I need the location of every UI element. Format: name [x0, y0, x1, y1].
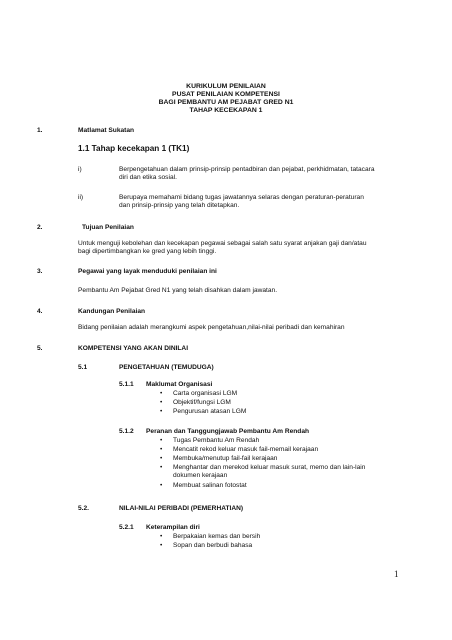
section-4-line-1: Bidang penilaian adalah merangkumi aspek pengetahuan,nilai-nilai peribadi dan kemahiran — [78, 324, 345, 331]
page-number: 1 — [394, 569, 399, 579]
section-2-line-2: bagi dipertimbangkan ke gred yang lebih tinggi. — [78, 248, 217, 255]
section-5-2-1-title: Keterampilan diri — [146, 524, 200, 531]
section-5-1-2-title: Peranan dan Tanggungjawab Pembantu Am Rendah — [146, 428, 310, 435]
bullet-icon: • — [160, 408, 163, 415]
bullet-icon: • — [160, 437, 163, 444]
section-5-title: KOMPETENSI YANG AKAN DINILAI — [78, 345, 189, 352]
item-i-line-2: diri dan etika sosial. — [119, 174, 177, 181]
section-2-number: 2. — [37, 224, 43, 231]
bullet-icon: • — [160, 446, 163, 453]
list-item: Pengurusan atasan LGM — [173, 408, 247, 415]
item-ii-marker: ii) — [78, 194, 84, 201]
list-item: Tugas Pembantu Am Rendah — [173, 437, 260, 444]
section-1-title: Matlamat Sukatan — [78, 127, 135, 134]
bullet-icon: • — [160, 455, 163, 462]
item-i-marker: i) — [78, 166, 82, 173]
section-5-1-2-number: 5.1.2 — [119, 428, 134, 435]
section-5-1-1-title: Maklumat Organisasi — [146, 381, 213, 388]
section-5-1-1-number: 5.1.1 — [119, 381, 134, 388]
bullet-icon: • — [160, 482, 163, 489]
section-3-line-1: Pembantu Am Pejabat Gred N1 yang telah disahkan dalam jawatan. — [78, 287, 278, 294]
list-item: Carta organisasi LGM — [173, 390, 238, 397]
bullet-icon: • — [160, 399, 163, 406]
section-3-title: Pegawai yang layak menduduki penilaian ini — [78, 268, 217, 275]
list-item: Membuka/menutup fail-fail kerajaan — [173, 455, 278, 462]
section-1-number: 1. — [37, 127, 43, 134]
section-5-2-1-number: 5.2.1 — [119, 524, 134, 531]
header-line-2: PUSAT PENILAIAN KOMPETENSI — [172, 91, 280, 98]
bullet-icon: • — [160, 542, 163, 549]
header-line-1: KURIKULUM PENILAIAN — [186, 83, 266, 90]
list-item: Menghantar dan merekod keluar masuk surat, memo dan lain-lain — [173, 464, 366, 471]
section-5-2-number: 5.2. — [78, 505, 89, 512]
list-item-continuation: dokumen kerajaan — [173, 472, 228, 479]
item-ii-line-1: Berupaya memahami bidang tugas jawatannya selaras dengan peraturan-peraturan — [119, 194, 364, 201]
list-item: Sopan dan berbudi bahasa — [173, 542, 253, 549]
section-4-number: 4. — [37, 308, 43, 315]
section-4-title: Kandungan Penilaian — [78, 308, 146, 315]
item-i-line-1: Berpengetahuan dalam prinsip-prinsip pentadbiran dan pejabat, perkhidmatan, tatacara — [119, 166, 375, 173]
list-item: Mencatit rekod keluar masuk fail-memail kerajaan — [173, 446, 319, 453]
section-5-1-number: 5.1 — [78, 364, 88, 371]
header-line-3: BAGI PEMBANTU AM PEJABAT GRED N1 — [158, 99, 294, 106]
section-3-number: 3. — [37, 268, 43, 275]
item-ii-line-2: dan prinsip-prinsip yang telah ditetapkan. — [119, 202, 240, 209]
section-5-number: 5. — [37, 345, 43, 352]
section-5-1-title: PENGETAHUAN (TEMUDUGA) — [119, 364, 214, 371]
section-2-title: Tujuan Penilaian — [82, 224, 134, 231]
list-item: Membuat salinan fotostat — [173, 482, 247, 489]
section-5-2-title: NILAI-NILAI PERIBADI (PEMERHATIAN) — [119, 505, 244, 512]
bullet-icon: • — [160, 390, 163, 397]
bullet-icon: • — [160, 464, 163, 471]
header-line-4: TAHAP KECEKAPAN 1 — [189, 107, 263, 114]
section-1-1-title: 1.1 Tahap kecekapan 1 (TK1) — [78, 144, 190, 153]
list-item: Objektif/fungsi LGM — [173, 399, 231, 406]
bullet-icon: • — [160, 533, 163, 540]
list-item: Berpakaian kemas dan bersih — [173, 533, 261, 540]
section-2-line-1: Untuk menguji kebolehan dan kecekapan pegawai sebagai salah satu syarat anjakan gaji dan/atau — [78, 240, 367, 247]
